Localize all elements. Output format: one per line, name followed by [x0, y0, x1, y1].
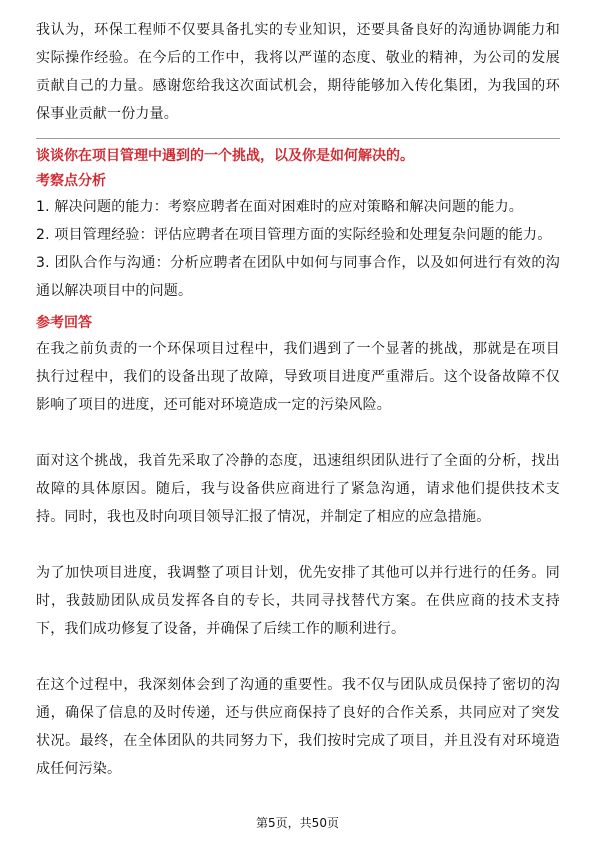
- analysis-list: [36, 193, 560, 305]
- spacer: [36, 419, 560, 447]
- interview-question: 谈谈你在项目管理中遇到的一个挑战，以及你是如何解决的。: [36, 148, 414, 164]
- answer-paragraph: 为了加快项目进度，我调整了项目计划，优先安排了其他可以并行进行的任务。同时，我鼓励团队成员发挥各自的专长，共同寻找替代方案。在供应商的技术支持下，我们成功修复了设备，并确保了后续工作的顺利进行。: [36, 565, 560, 637]
- answer-paragraph: 在这个过程中，我深刻体会到了沟通的重要性。我不仅与团队成员保持了密切的沟通，确保了信息的及时传递，还与供应商保持了良好的合作关系，共同应对了突发状况。最终，在全体团队的共同努力下，我们按时完成了项目，并且没有对环境造成任何污染。: [36, 677, 560, 777]
- analysis-item: 3. 团队合作与沟通：分析应聘者在团队中如何与同事合作，以及如何进行有效的沟通以解决项目中的问题。: [36, 255, 560, 299]
- intro-paragraph: 我认为，环保工程师不仅要具备扎实的专业知识，还要具备良好的沟通协调能力和实际操作经验。在今后的工作中，我将以严谨的态度、敬业的精神，为公司的发展贡献自己的力量。感谢您给我这次面试机会，期待能够加入传化集团，为我国的环保事业贡献一份力量。: [36, 22, 560, 122]
- page-footer: 第5页，共50页: [256, 816, 339, 830]
- analysis-item: 2. 项目管理经验：评估应聘者在项目管理方面的实际经验和处理复杂问题的能力。: [36, 227, 552, 243]
- document-page: [36, 16, 560, 783]
- spacer: [36, 531, 560, 559]
- analysis-title: 考察点分析: [36, 173, 106, 189]
- answer-paragraph: 面对这个挑战，我首先采取了冷静的态度，迅速组织团队进行了全面的分析，找出故障的具体原因。随后，我与设备供应商进行了紧急沟通，请求他们提供技术支持。同时，我也及时向项目领导汇报了情况，并制定了相应的应急措施。: [36, 453, 560, 525]
- analysis-item: 1. 解决问题的能力：考察应聘者在面对困难时的应对策略和解决问题的能力。: [36, 199, 524, 215]
- spacer: [36, 643, 560, 671]
- answer-paragraph: 在我之前负责的一个环保项目过程中，我们遇到了一个显著的挑战，那就是在项目执行过程中，我们的设备出现了故障，导致项目进度严重滞后。这个设备故障不仅影响了项目的进度，还可能对环境造成一定的污染风险。: [36, 341, 560, 413]
- section-divider: [36, 138, 560, 139]
- answer-title: 参考回答: [36, 315, 92, 331]
